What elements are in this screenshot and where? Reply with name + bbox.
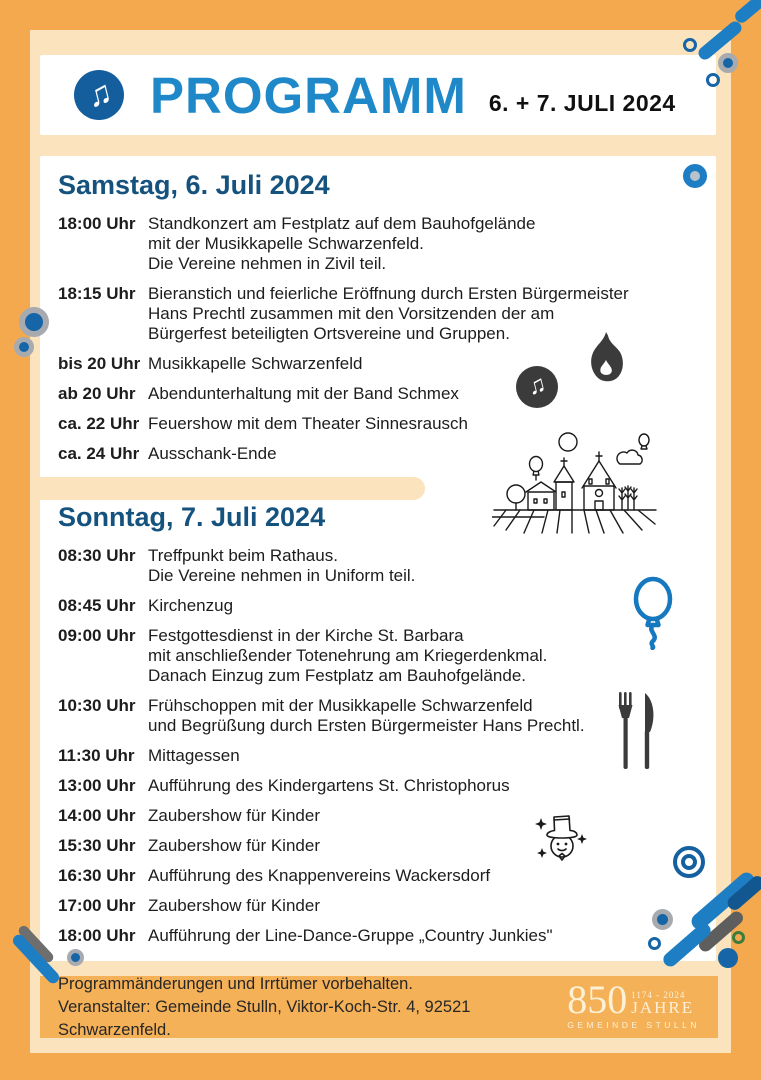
music-note-logo	[74, 70, 124, 120]
donut-circle-icon	[652, 909, 673, 930]
event-description: Standkonzert am Festplatz auf dem Bauhofgelände mit der Musikkapelle Schwarzenfeld. Die Vereine nehmen in Zivil teil.	[148, 214, 536, 273]
event-time: 16:30 Uhr	[58, 866, 136, 885]
section-heading: Sonntag, 7. Juli 2024	[58, 502, 326, 532]
event-description: Aufführung der Line-Dance-Gruppe „Country Junkies"	[148, 926, 553, 945]
event-description: Mittagessen	[148, 746, 240, 765]
event-time: ab 20 Uhr	[58, 384, 136, 403]
diagonal-stroke-icon	[733, 0, 761, 25]
target-ring-icon	[683, 38, 697, 52]
footer-line-disclaimer: Programmänderungen und Irrtümer vorbehalten.	[58, 974, 413, 993]
event-description: Zaubershow für Kinder	[148, 806, 320, 825]
schedule-row	[58, 626, 716, 686]
blue-dot-icon	[718, 948, 738, 968]
event-description: Kirchenzug	[148, 596, 234, 615]
event-time: 18:15 Uhr	[58, 284, 136, 303]
schedule-row	[58, 546, 716, 586]
event-description: Aufführung des Kindergartens St. Christophorus	[148, 776, 510, 795]
event-time: ca. 24 Uhr	[58, 444, 140, 463]
footer-band	[40, 976, 718, 1038]
section-heading: Samstag, 6. Juli 2024	[58, 170, 330, 200]
village-church-illustration	[492, 430, 658, 534]
schedule-row	[58, 896, 716, 916]
section-samstag	[58, 170, 716, 464]
schedule-row	[58, 776, 716, 796]
event-description: Abendunterhaltung mit der Band Schmex	[148, 384, 459, 403]
event-time: 08:45 Uhr	[58, 596, 136, 615]
music-note-icon: ♫	[82, 72, 116, 114]
schedule-row	[58, 926, 716, 946]
section-divider-bar	[30, 477, 425, 500]
anniversary-logo	[567, 977, 700, 1030]
event-time: 14:00 Uhr	[58, 806, 136, 825]
donut-circle-icon	[19, 307, 49, 337]
event-description: Zaubershow für Kinder	[148, 836, 320, 855]
event-description: Zaubershow für Kinder	[148, 896, 320, 915]
donut-circle-icon	[14, 337, 34, 357]
page-title: PROGRAMM	[150, 66, 467, 124]
donut-circle-icon	[718, 53, 738, 73]
event-description: Feuershow mit dem Theater Sinnesrausch	[148, 414, 469, 433]
event-time: 13:00 Uhr	[58, 776, 136, 795]
blue-dot-icon	[683, 164, 707, 188]
event-time: 11:30 Uhr	[58, 746, 135, 765]
event-description: Frühschoppen mit der Musikkapelle Schwarzenfeld und Begrüßung durch Ersten Bürgermeister Hans Prechtl.	[148, 696, 585, 735]
schedule-row	[58, 806, 716, 826]
music-note-circle-icon	[516, 366, 558, 408]
anniversary-years: 1174 - 2024	[631, 990, 686, 1000]
donut-circle-icon	[67, 949, 84, 966]
event-description: Aufführung des Knappenvereins Wackersdorf	[148, 866, 491, 885]
double-ring-icon	[673, 846, 705, 878]
anniversary-subtitle: GEMEINDE STULLN	[567, 1020, 700, 1030]
event-time: ca. 22 Uhr	[58, 414, 140, 433]
event-description: Musikkapelle Schwarzenfeld	[148, 354, 363, 373]
footer-line-organizer: Veranstalter: Gemeinde Stulln, Viktor-Koch-Str. 4, 92521 Schwarzenfeld.	[58, 997, 471, 1039]
balloon-icon	[630, 576, 676, 650]
footer-text	[58, 973, 567, 1042]
event-time: 17:00 Uhr	[58, 896, 136, 915]
green-ring-icon	[732, 931, 745, 944]
event-description: Ausschank-Ende	[148, 444, 277, 463]
event-time: 18:00 Uhr	[58, 214, 136, 233]
event-description: Treffpunkt beim Rathaus. Die Vereine nehmen in Uniform teil.	[148, 546, 416, 585]
schedule-row	[58, 836, 716, 856]
schedule-row	[58, 214, 716, 274]
event-description: Bieranstich und feierliche Eröffnung durch Ersten Bürgermeister Hans Prechtl zusammen mit den Vorsitzenden der am Bürgerfest beteiligten Ortsvereine und Gruppen.	[148, 284, 629, 343]
schedule-row	[58, 866, 716, 886]
cutlery-icon	[615, 692, 661, 770]
event-dates: 6. + 7. JULI 2024	[488, 89, 676, 116]
music-note-glyph: ♫	[524, 369, 549, 401]
target-ring-icon	[706, 73, 720, 87]
event-time: 15:30 Uhr	[58, 836, 136, 855]
event-time: 10:30 Uhr	[58, 696, 136, 715]
event-time: 09:00 Uhr	[58, 626, 136, 645]
event-description: Festgottesdienst in der Kirche St. Barbara mit anschließender Totenehrung am Kriegerdenkmal. Danach Einzug zum Festplatz am Bauhofgelände.	[148, 626, 548, 685]
event-time: 08:30 Uhr	[58, 546, 136, 565]
target-ring-icon	[648, 937, 661, 950]
header-card	[40, 55, 716, 135]
anniversary-number: 850	[567, 977, 628, 1022]
event-time: bis 20 Uhr	[58, 354, 141, 373]
event-time: 18:00 Uhr	[58, 926, 136, 945]
schedule-row	[58, 596, 716, 616]
flame-icon	[583, 331, 629, 388]
schedule-card	[40, 156, 716, 961]
anniversary-jahre: JAHRE	[631, 998, 695, 1017]
magician-icon	[534, 808, 590, 866]
